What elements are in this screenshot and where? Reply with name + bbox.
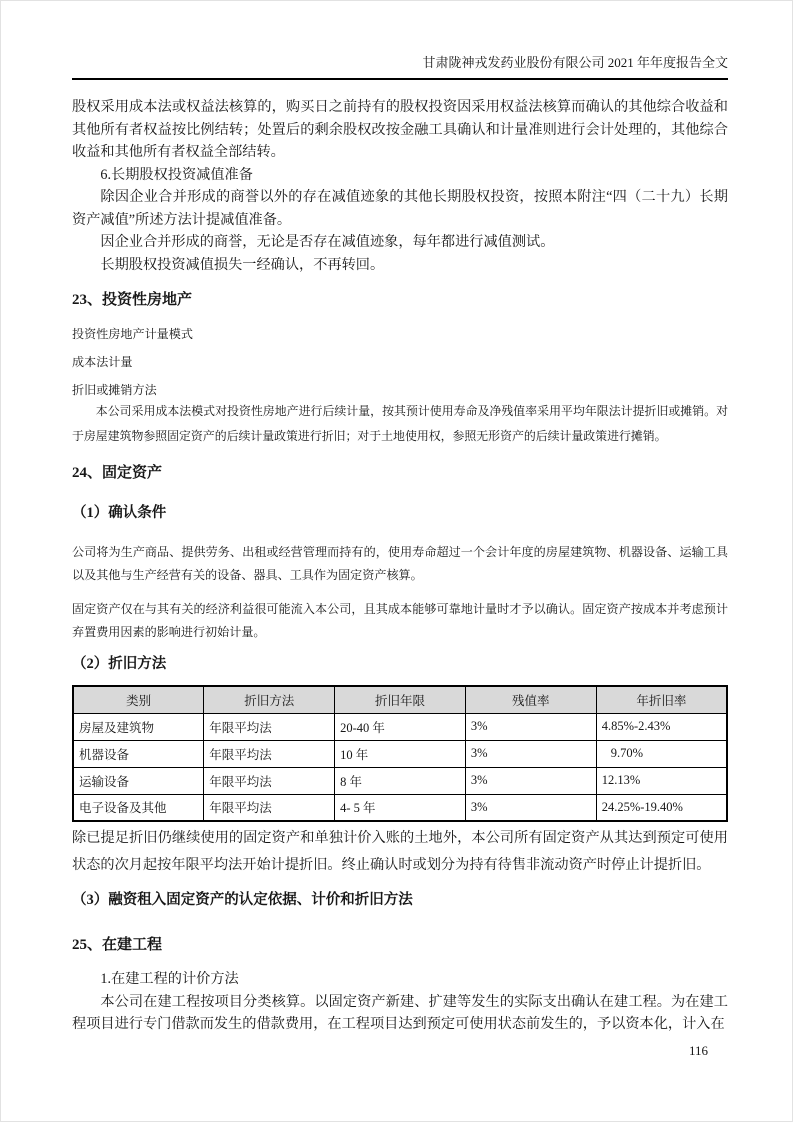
table-cell: 12.13% xyxy=(596,767,727,794)
table-cell: 机器设备 xyxy=(73,740,204,767)
sec23-measurement-mode-line: 投资性房地产计量模式 xyxy=(72,327,193,341)
paragraph-equity-carryover: 股权采用成本法或权益法核算的，购买日之前持有的股权投资因采用权益法核算而确认的其他综合收益和其他所有者权益按比例结转；处置后的剩余股权改按金融工具确认和计量准则进行会计处理的，其他综合收益和其他所有者权益全部结转。 xyxy=(72,99,728,160)
table-cell: 年限平均法 xyxy=(204,794,335,821)
table-cell: 9.70% xyxy=(596,740,727,767)
table-cell: 3% xyxy=(465,740,596,767)
table-header-residual-rate: 残值率 xyxy=(465,686,596,713)
table-row xyxy=(73,740,727,767)
paragraph-lt-equity-3: 长期股权投资减值损失一经确认，不再转回。 xyxy=(100,256,385,273)
table-cell: 3% xyxy=(465,767,596,794)
table-row xyxy=(73,794,727,821)
paragraph-lt-equity-title: 6.长期股权投资减值准备 xyxy=(100,166,253,183)
sec24-sub2-paragraph: 除已提足折旧仍继续使用的固定资产和单独计价入账的土地外，本公司所有固定资产从其达到预定可使用状态的次月起按年限平均法开始计提折旧。终止确认时或划分为持有待售非流动资产时停止计提折旧。 xyxy=(72,830,728,873)
table-cell: 10 年 xyxy=(335,740,466,767)
sec25-paragraph-title: 1.在建工程的计价方法 xyxy=(100,971,239,987)
table-header-method: 折旧方法 xyxy=(204,686,335,713)
table-cell: 4.85%-2.43% xyxy=(596,713,727,740)
table-cell: 电子设备及其他 xyxy=(73,794,204,821)
table-cell: 年限平均法 xyxy=(204,713,335,740)
table-cell: 房屋及建筑物 xyxy=(73,713,204,740)
table-cell: 3% xyxy=(465,794,596,821)
sec23-paragraph: 本公司采用成本法模式对投资性房地产进行后续计量，按其预计使用寿命及净残值率采用平均年限法计提折旧或摊销。对于房屋建筑物参照固定资产的后续计量政策进行折旧；对于土地使用权，参照无形资产的后续计量政策进行摊销。 xyxy=(72,404,728,443)
table-row xyxy=(73,713,727,740)
table-cell: 运输设备 xyxy=(73,767,204,794)
section-24-sub2-heading: （2）折旧方法 xyxy=(72,656,167,672)
report-header-title: 甘肃陇神戎发药业股份有限公司 2021 年年度报告全文 xyxy=(72,55,728,80)
table-cell: 20-40 年 xyxy=(335,713,466,740)
section-24-sub3-heading: （3）融资租入固定资产的认定依据、计价和折旧方法 xyxy=(72,892,413,908)
section-23-heading: 23、投资性房地产 xyxy=(72,292,193,308)
section-24-heading: 24、固定资产 xyxy=(72,465,163,481)
table-cell: 24.25%-19.40% xyxy=(596,794,727,821)
sec24-sub1-paragraph-2: 固定资产仅在与其有关的经济利益很可能流入本公司，且其成本能够可靠地计量时才予以确认。固定资产按成本并考虑预计弃置费用因素的影响进行初始计量。 xyxy=(72,602,728,639)
section-24-sub1-heading: （1）确认条件 xyxy=(72,505,167,521)
sec23-depreciation-method-line: 折旧或摊销方法 xyxy=(72,383,157,397)
table-header-life: 折旧年限 xyxy=(335,686,466,713)
sec25-paragraph-body: 本公司在建工程按项目分类核算。以固定资产新建、扩建等发生的实际支出确认在建工程。为在建工程项目进行专门借款而发生的借款费用，在工程项目达到预定可使用状态前发生的，予以资本化，计入在 xyxy=(72,993,728,1032)
table-cell: 4- 5 年 xyxy=(335,794,466,821)
table-cell: 年限平均法 xyxy=(204,767,335,794)
table-cell: 年限平均法 xyxy=(204,740,335,767)
table-header-row xyxy=(73,686,727,713)
page-number: 116 xyxy=(688,1043,708,1058)
paragraph-lt-equity-2: 因企业合并形成的商誉，无论是否存在减值迹象，每年都进行减值测试。 xyxy=(100,234,555,250)
table-header-annual-rate: 年折旧率 xyxy=(596,686,727,713)
depreciation-table xyxy=(72,685,728,822)
section-25-heading: 25、在建工程 xyxy=(72,937,163,953)
paragraph-lt-equity-1: 除因企业合并形成的商誉以外的存在减值迹象的其他长期股权投资，按照本附注“四（二十九）长期资产减值”所述方法计提减值准备。 xyxy=(72,189,728,228)
table-cell: 8 年 xyxy=(335,767,466,794)
table-header-category: 类别 xyxy=(73,686,204,713)
sec24-sub1-paragraph-1: 公司将为生产商品、提供劳务、出租或经营管理而持有的，使用寿命超过一个会计年度的房屋建筑物、机器设备、运输工具以及其他与生产经营有关的设备、器具、工具作为固定资产核算。 xyxy=(72,545,728,582)
sec23-cost-method-line: 成本法计量 xyxy=(72,355,133,369)
table-row xyxy=(73,767,727,794)
table-cell: 3% xyxy=(465,713,596,740)
